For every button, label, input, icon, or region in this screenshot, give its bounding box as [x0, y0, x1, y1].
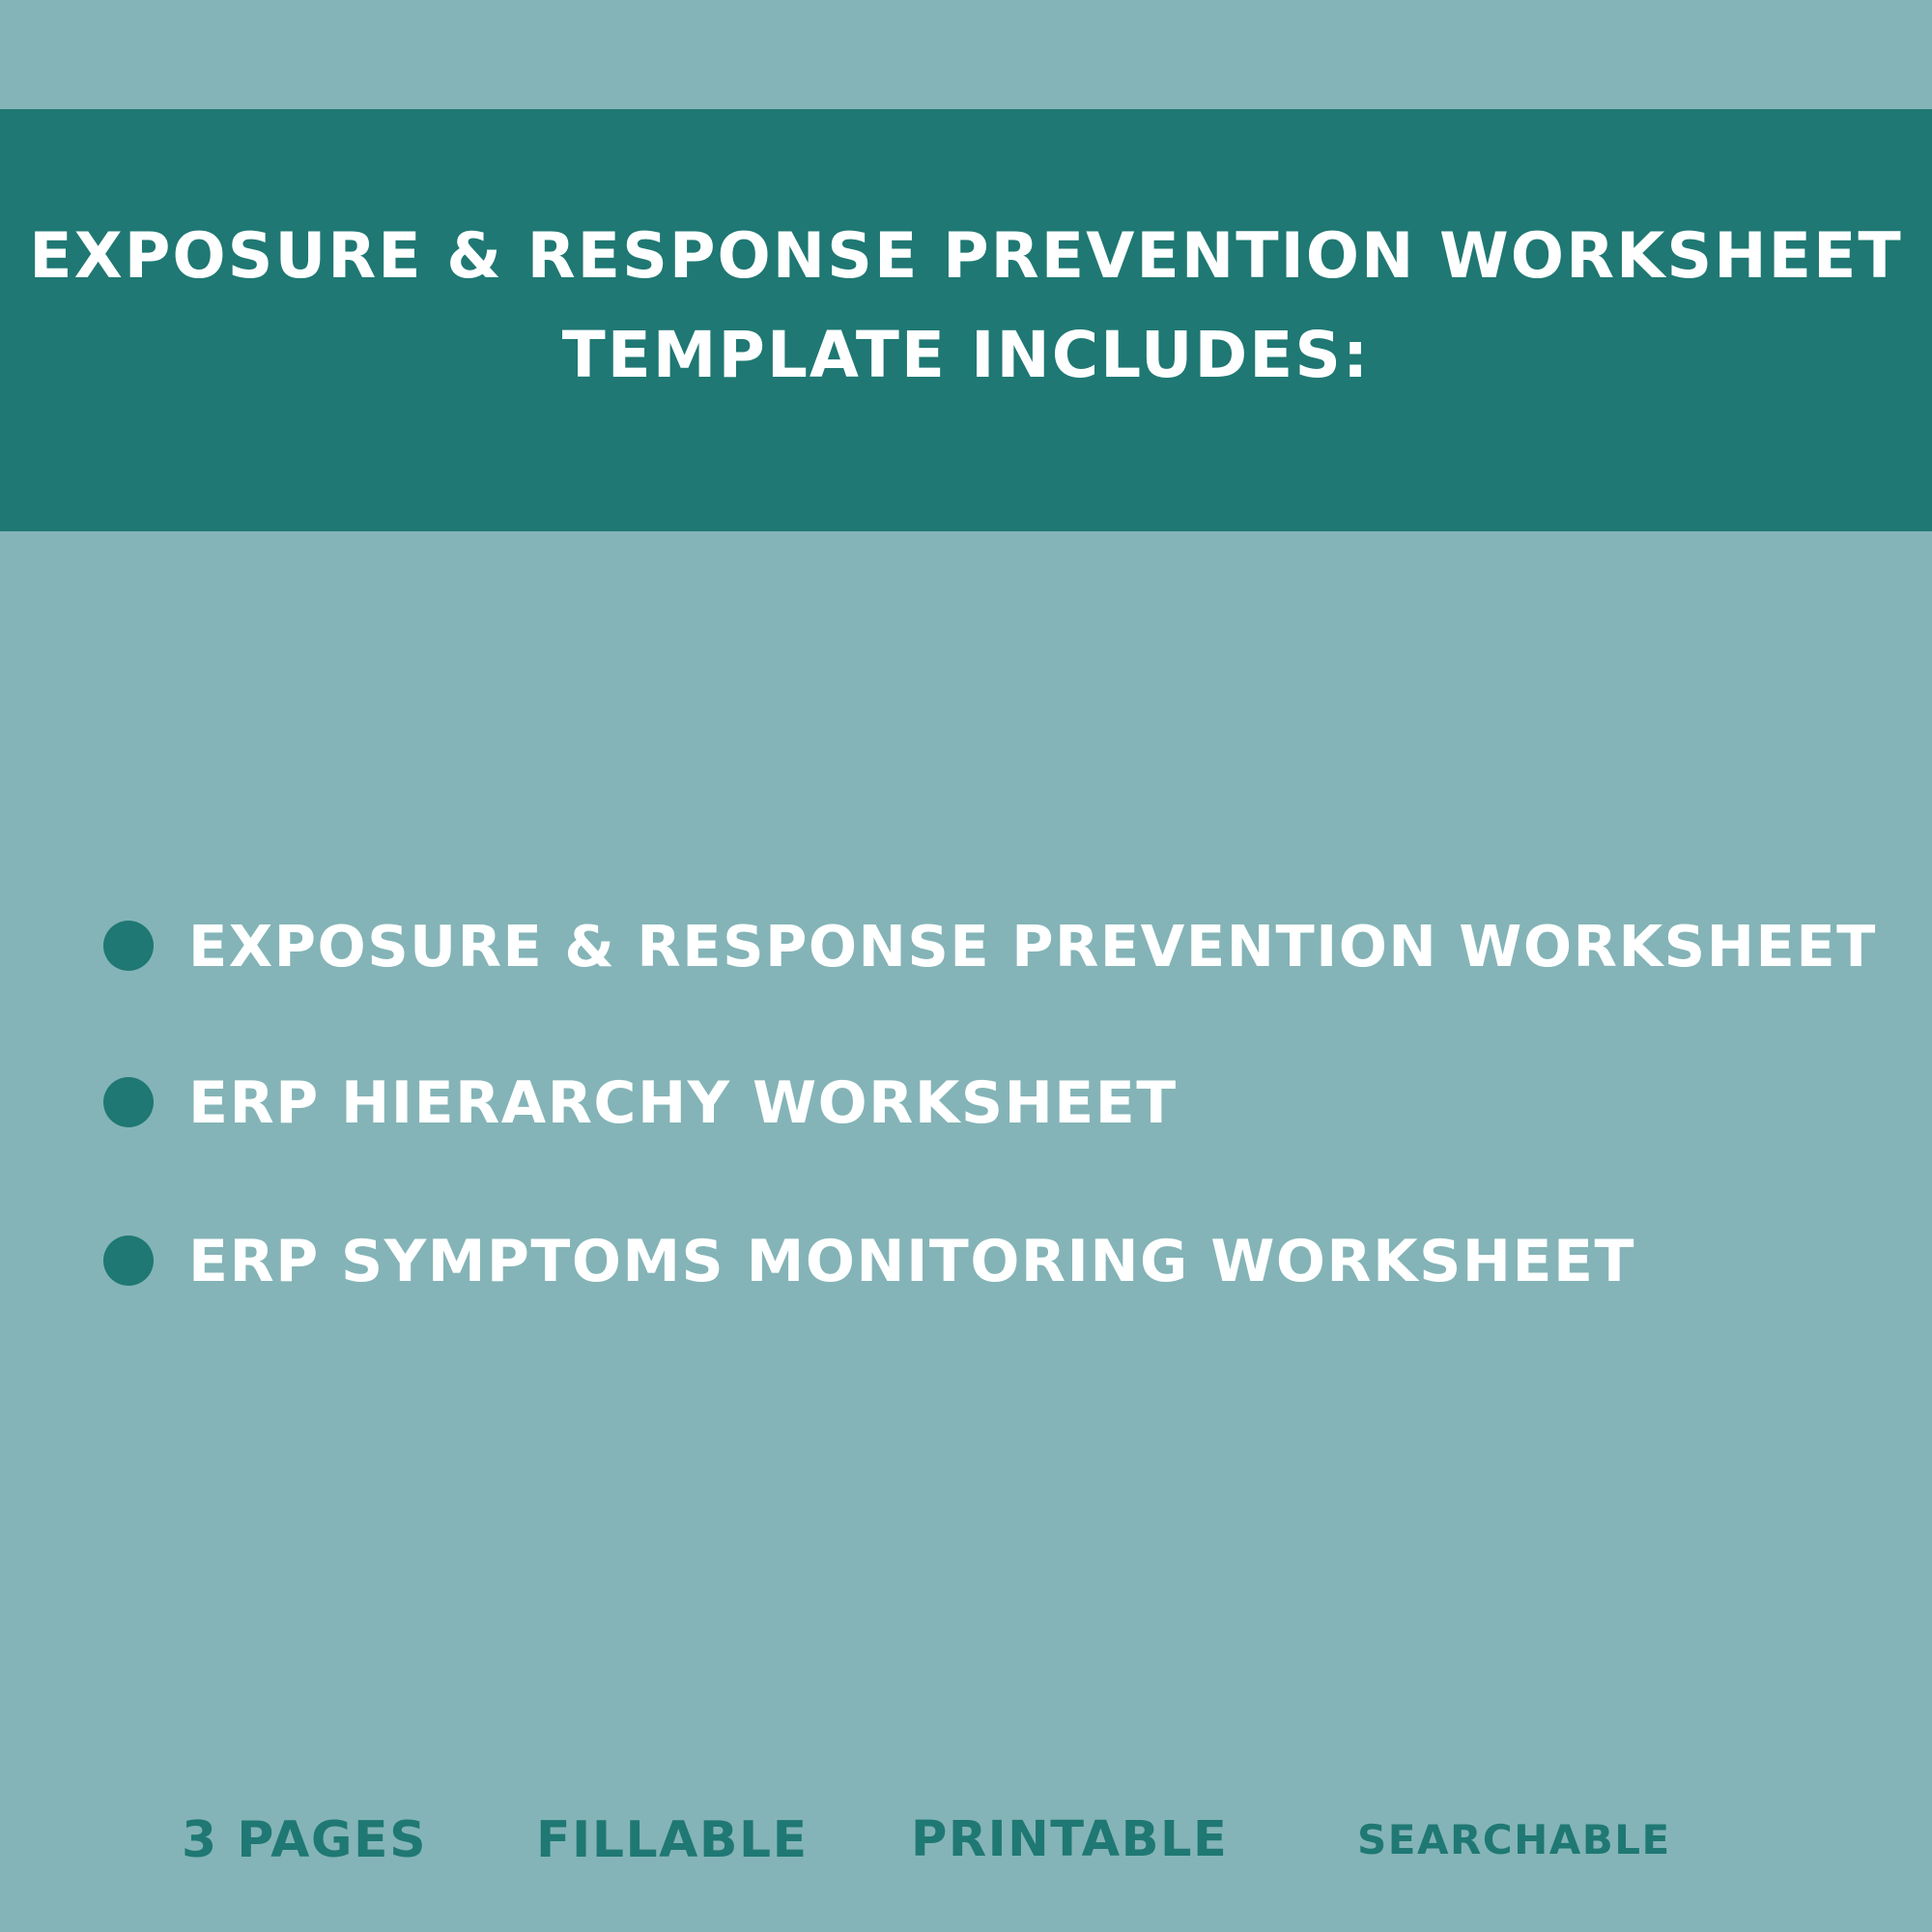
feature-strip — [0, 1802, 1932, 1879]
feature-pages: 3 PAGES — [182, 1811, 428, 1869]
feature-searchable: SEARCHABLE — [1357, 1816, 1671, 1863]
list-item — [0, 894, 1932, 1000]
list-item-label: ERP SYMPTOMS MONITORING WORKSHEET — [188, 1228, 1635, 1295]
list-item-label: ERP HIERARCHY WORKSHEET — [188, 1069, 1178, 1137]
bullet-dot-icon — [103, 1236, 154, 1286]
feature-printable: PRINTABLE — [911, 1811, 1229, 1868]
list-item — [0, 1208, 1932, 1315]
bullet-dot-icon — [103, 1077, 154, 1127]
bullet-dot-icon — [103, 921, 154, 971]
feature-fillable: FILLABLE — [536, 1811, 809, 1869]
page-title-line-1: EXPOSURE & RESPONSE PREVENTION WORKSHEET — [29, 219, 1903, 293]
title-banner — [0, 109, 1932, 531]
page-title-line-2: TEMPLATE INCLUDES: — [561, 317, 1371, 392]
list-item-label: EXPOSURE & RESPONSE PREVENTION WORKSHEET — [188, 913, 1877, 980]
list-item — [0, 1050, 1932, 1156]
